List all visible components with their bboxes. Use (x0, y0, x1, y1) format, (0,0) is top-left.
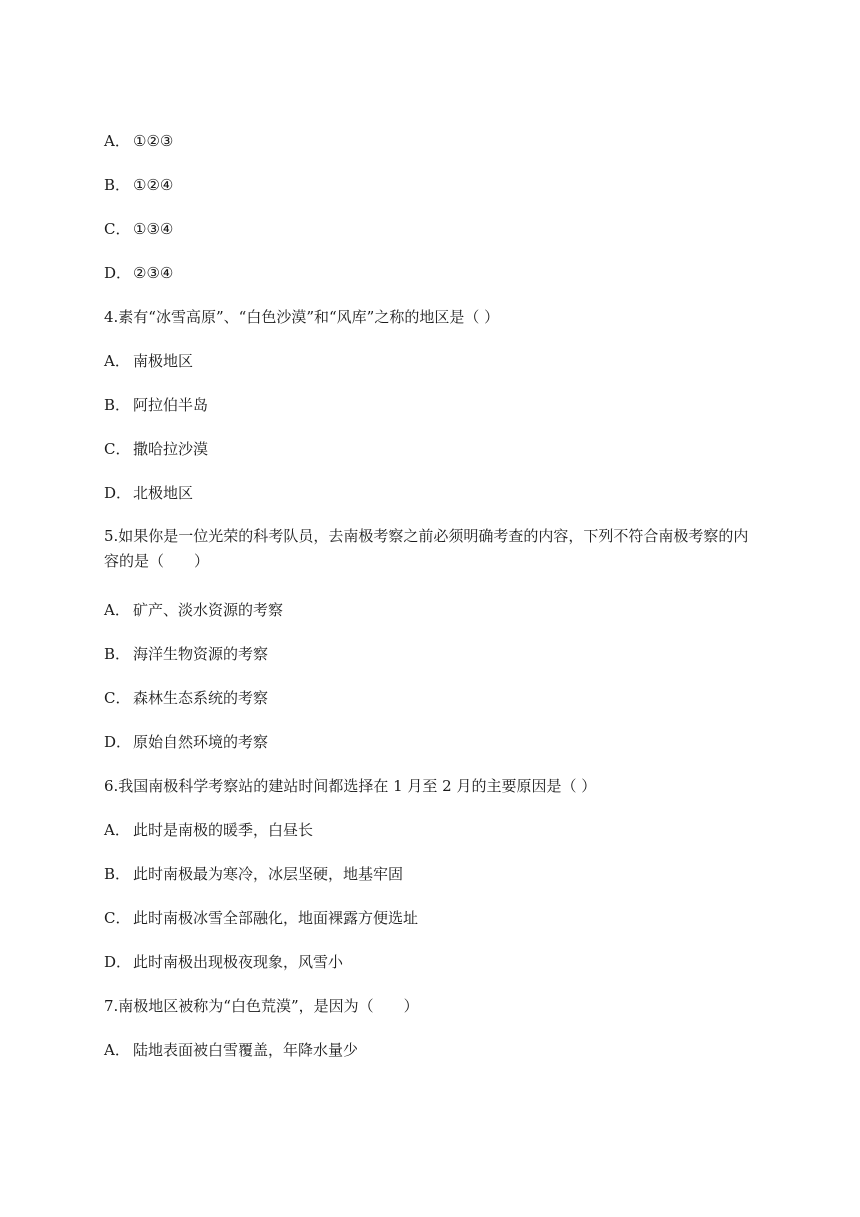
q4-option-d (104, 483, 764, 503)
option-text: ①③④ (133, 220, 174, 238)
option-text: ①②③ (133, 132, 174, 150)
q5-option-d (104, 732, 764, 752)
option-text: 北极地区 (133, 484, 194, 502)
option-text: 海洋生物资源的考察 (133, 645, 269, 663)
q6-option-d (104, 952, 764, 972)
option-letter: A． (104, 1041, 130, 1059)
option-letter: A． (104, 132, 130, 150)
option-letter: D． (104, 733, 132, 751)
option-letter: C． (104, 689, 131, 707)
q6-option-c (104, 908, 764, 928)
option-letter: A． (104, 352, 130, 370)
option-letter: D． (104, 953, 132, 971)
q7-option-a (104, 1040, 764, 1060)
q3-option-c (104, 219, 764, 239)
option-letter: A． (104, 821, 130, 839)
q4-option-a (104, 351, 764, 371)
q5-option-c (104, 688, 764, 708)
option-text: ①②④ (133, 176, 174, 194)
q4-stem: 4.素有“冰雪高原”、“白色沙漠”和“风库”之称的地区是（ ） (104, 308, 500, 326)
q4-option-c (104, 439, 764, 459)
q6-option-b (104, 864, 764, 884)
q4-option-b (104, 395, 764, 415)
option-letter: B． (104, 176, 131, 194)
option-letter: D． (104, 484, 132, 502)
q6-stem: 6.我国南极科学考察站的建站时间都选择在 1 月至 2 月的主要原因是（ ） (104, 777, 597, 795)
option-letter: C． (104, 909, 131, 927)
option-letter: D． (104, 264, 132, 282)
q6-option-a (104, 820, 764, 840)
option-text: 撒哈拉沙漠 (133, 440, 209, 458)
option-text: 此时南极出现极夜现象，风雪小 (133, 953, 344, 971)
option-letter: C． (104, 220, 131, 238)
option-text: 陆地表面被白雪覆盖，年降水量少 (133, 1041, 359, 1059)
option-letter: A． (104, 601, 130, 619)
option-text: 此时南极最为寒冷，冰层坚硬，地基牢固 (133, 865, 404, 883)
option-text: 森林生态系统的考察 (133, 689, 269, 707)
option-letter: B． (104, 396, 131, 414)
option-text: 南极地区 (133, 352, 194, 370)
option-text: 此时南极冰雪全部融化，地面裸露方便选址 (133, 909, 419, 927)
option-letter: B． (104, 865, 131, 883)
option-text: 阿拉伯半岛 (133, 396, 209, 414)
q3-option-d (104, 263, 764, 283)
option-text: 原始自然环境的考察 (133, 733, 269, 751)
q5-option-a (104, 600, 764, 620)
q3-option-a (104, 131, 764, 151)
q3-option-b (104, 175, 764, 195)
option-text: ②③④ (133, 264, 174, 282)
option-text: 此时是南极的暖季，白昼长 (133, 821, 314, 839)
q7-stem: 7.南极地区被称为“白色荒漠”，是因为（ ） (104, 997, 419, 1015)
option-letter: C． (104, 440, 131, 458)
option-letter: B． (104, 645, 131, 663)
option-text: 矿产、淡水资源的考察 (133, 601, 284, 619)
q5-stem: 5.如果你是一位光荣的科考队员，去南极考察之前必须明确考查的内容，下列不符合南极考察的内容的是（ ） (104, 527, 749, 570)
q5-option-b (104, 644, 764, 664)
